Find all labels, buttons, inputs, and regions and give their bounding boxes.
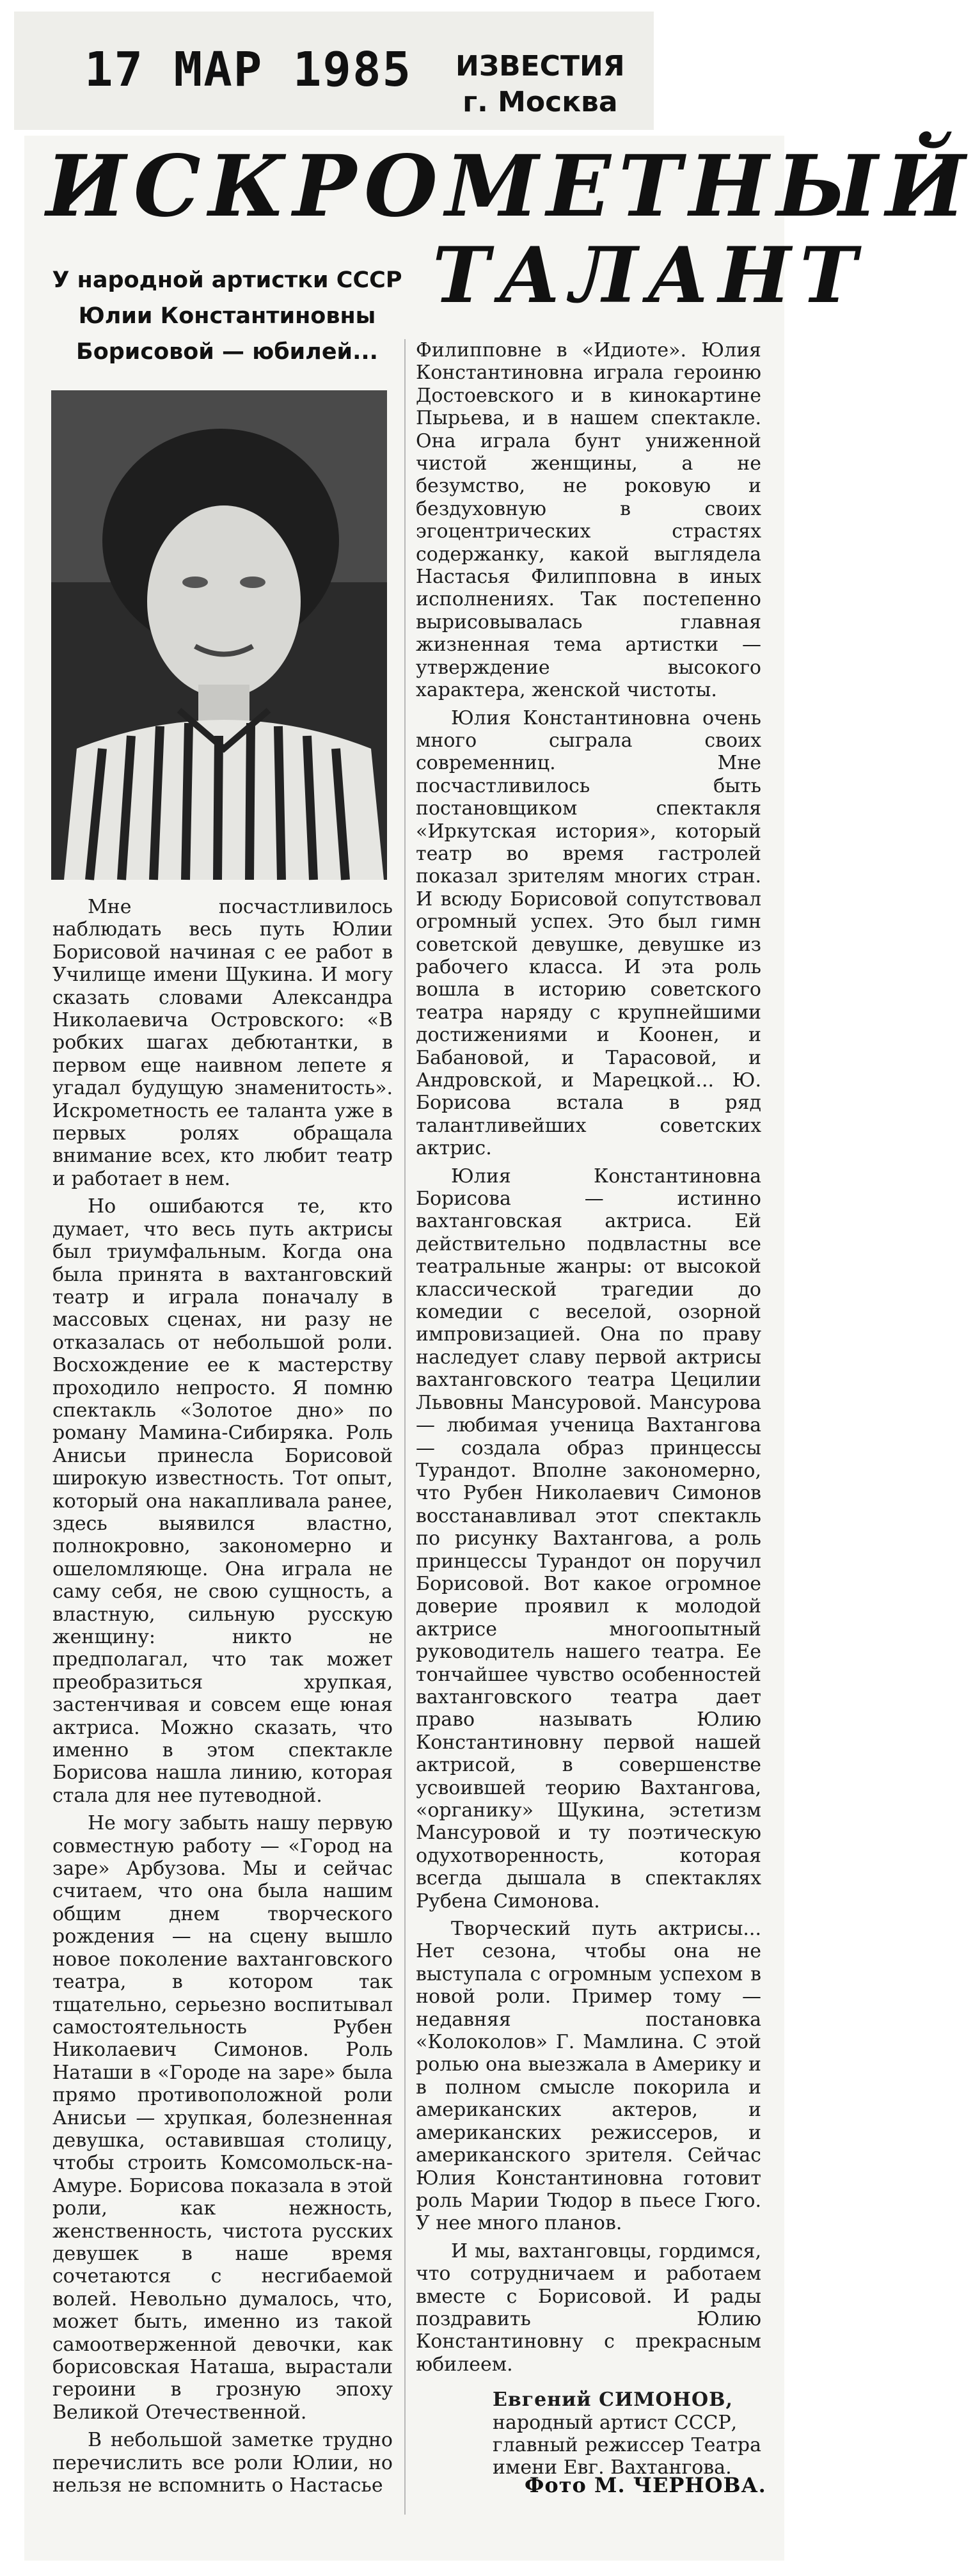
paragraph: В небольшой заметке трудно перечислить все роли Юлии, но нельзя не вспомнить о Настасье	[52, 2429, 393, 2497]
portrait-photo-image	[51, 390, 387, 880]
lead-subtitle: У народной артистки СССР Юлии Константиновны Борисовой — юбилей...	[52, 267, 402, 365]
portrait-photo	[51, 390, 387, 880]
paragraph: Творческий путь актрисы... Нет сезона, чтобы она не выступала с огромным успехом в новой роли. Пример тому — недавняя постановка «Колоколов» Г. Мамлина. С этой ролью она выезжала в Америку и в полном смысле покорила и американских актеров, и американских режиссеров, и американского зрителя. Сейчас Юлия Константиновна готовит роль Марии Тюдор в пьесе Гюго. У нее много планов.	[416, 1918, 761, 2235]
stamp-city: г. Москва	[463, 86, 618, 118]
photo-credit: Фото М. ЧЕРНОВА.	[525, 2473, 766, 2497]
paragraph: Филипповне в «Идиоте». Юлия Константиновна играла героиню Достоевского и в кинокартине Пырьева, и в нашем спектакле. Она играла бунт униженной чистой женщины, а не безумство, не роковую и бездуховную в своих эгоцентрических страстях содержанку, какой выглядела Настасья Филипповна в иных исполнениях. Так постепенно вырисовывалась главная жизненная тема артистки — утверждение высокого характера, женской чистоты.	[416, 339, 761, 702]
author-title-1: народный артист СССР,	[493, 2411, 738, 2434]
stamp-date: 17 МАР 1985	[84, 42, 413, 97]
author-name: Евгений СИМОНОВ,	[493, 2389, 733, 2412]
paragraph: Юлия Константиновна Борисова — истинно вахтанговская актриса. Ей действительно подвластны все театральные жанры: от высокой классической трагедии до комедии с веселой, озорной импровизацией. Она по праву наследует славу первой актрисы вахтанговского театра Цецилии Львовны Мансуровой. Мансурова — любимая ученица Вахтангова — создала образ принцессы Турандот. Вполне закономерно, что Рубен Николаевич Симонов восстанавливал этот спектакль по рисунку Вахтангова, а роль принцессы Турандот он поручил Борисовой. Вот какое огромное доверие проявил к молодой актрисе многоопытный руководитель нашего театра. Ее тончайшее чувство особенностей вахтанговского театра дает право называть Юлию Константиновну первой нашей актрисой, в совершенстве усвоившей теорию Вахтангова, «органику» Щукина, эстетизм Мансуровой и ту поэтическую одухотворенность, которая всегда дышала в спектаклях Рубена Симонова.	[416, 1165, 761, 1912]
paragraph: Юлия Константиновна очень много сыграла своих современниц. Мне посчастливилось быть постановщиком спектакля «Иркутская история», который театр во время гастролей показал зрителям многих стран. И всюду Борисовой сопутствовал огромный успех. Это был гимн советской девушке, девушке из рабочего класса. И эта роль вошла в историю советского театра наряду с крупнейшими достижениями и Коонен, и Бабановой, и Тарасовой, и Андровской, и Марецкой... Ю. Борисова встала в ряд талантливейших советских актрис.	[416, 706, 761, 1160]
paragraph: Мне посчастливилось наблюдать весь путь Юлии Борисовой начиная с ее работ в Училище имени Щукина. И могу сказать словами Александра Николаевича Островского: «В робких шагах дебютантки, в первом еще наивном лепете я угадал будущую знаменитость». Искрометность ее таланта уже в первых ролях обращала внимание всех, кто любит театр и работает в нем.	[52, 896, 393, 1190]
article-column-2	[416, 339, 761, 2479]
article-column-1	[52, 896, 393, 2527]
stamp-newspaper-name: ИЗВЕСТИЯ	[455, 50, 625, 83]
column-divider	[404, 339, 406, 2515]
author-signature	[416, 2389, 761, 2479]
author-title-2: главный режиссер Театра имени Евг. Вахтангова.	[493, 2433, 761, 2479]
stamp-newspaper	[455, 49, 625, 120]
archive-stamp	[14, 12, 654, 130]
paragraph: Не могу забыть нашу первую совместную работу — «Город на заре» Арбузова. Мы и сейчас считаем, что она была нашим общим днем творческого рождения — на сцену вышло новое поколение вахтанговского театра, в котором так тщательно, серьезно воспитывал самостоятельность Рубен Николаевич Симонов. Роль Наташи в «Городе на заре» была прямо противоположной роли Анисьи — хрупкая, болезненная девушка, оставившая столицу, чтобы строить Комсомольск-на-Амуре. Борисова показала в этой роли, как нежность, женственность, чистота русских девушек в наше время сочетаются с несгибаемой волей. Невольно думалось, что, может быть, именно из такой самоотверженной девочки, как борисовская Наташа, вырастали героини в грозную эпоху Великой Отечественной.	[52, 1812, 393, 2424]
paragraph: Но ошибаются те, кто думает, что весь путь актрисы был триумфальным. Когда она была принята в вахтанговский театр и играла поначалу в массовых сценах, ни разу не отказалась от небольшой роли. Восхождение ее к мастерству проходило непросто. Я помню спектакль «Золотое дно» по роману Мамина-Сибиряка. Роль Анисьи принесла Борисовой широкую известность. Тот опыт, который она накапливала ранее, здесь выявился властно, полнокровно, закономерно и ошеломляюще. Она играла не саму себя, не свою сущность, а властную, сильную русскую женщину: никто не предполагал, что так может преобразиться хрупкая, застенчивая и совсем еще юная актриса. Можно сказать, что именно в этом спектакле Борисова нашла линию, которая стала для нее путеводной.	[52, 1195, 393, 1807]
headline-line2: ТАЛАНТ	[432, 230, 866, 321]
paragraph: И мы, вахтанговцы, гордимся, что сотрудничаем и работаем вместе с Борисовой. И рады поздравить Юлию Константиновну с прекрасным юбилеем.	[416, 2239, 761, 2376]
headline-line1: ИСКРОМЕТНЫЙ	[46, 137, 973, 236]
